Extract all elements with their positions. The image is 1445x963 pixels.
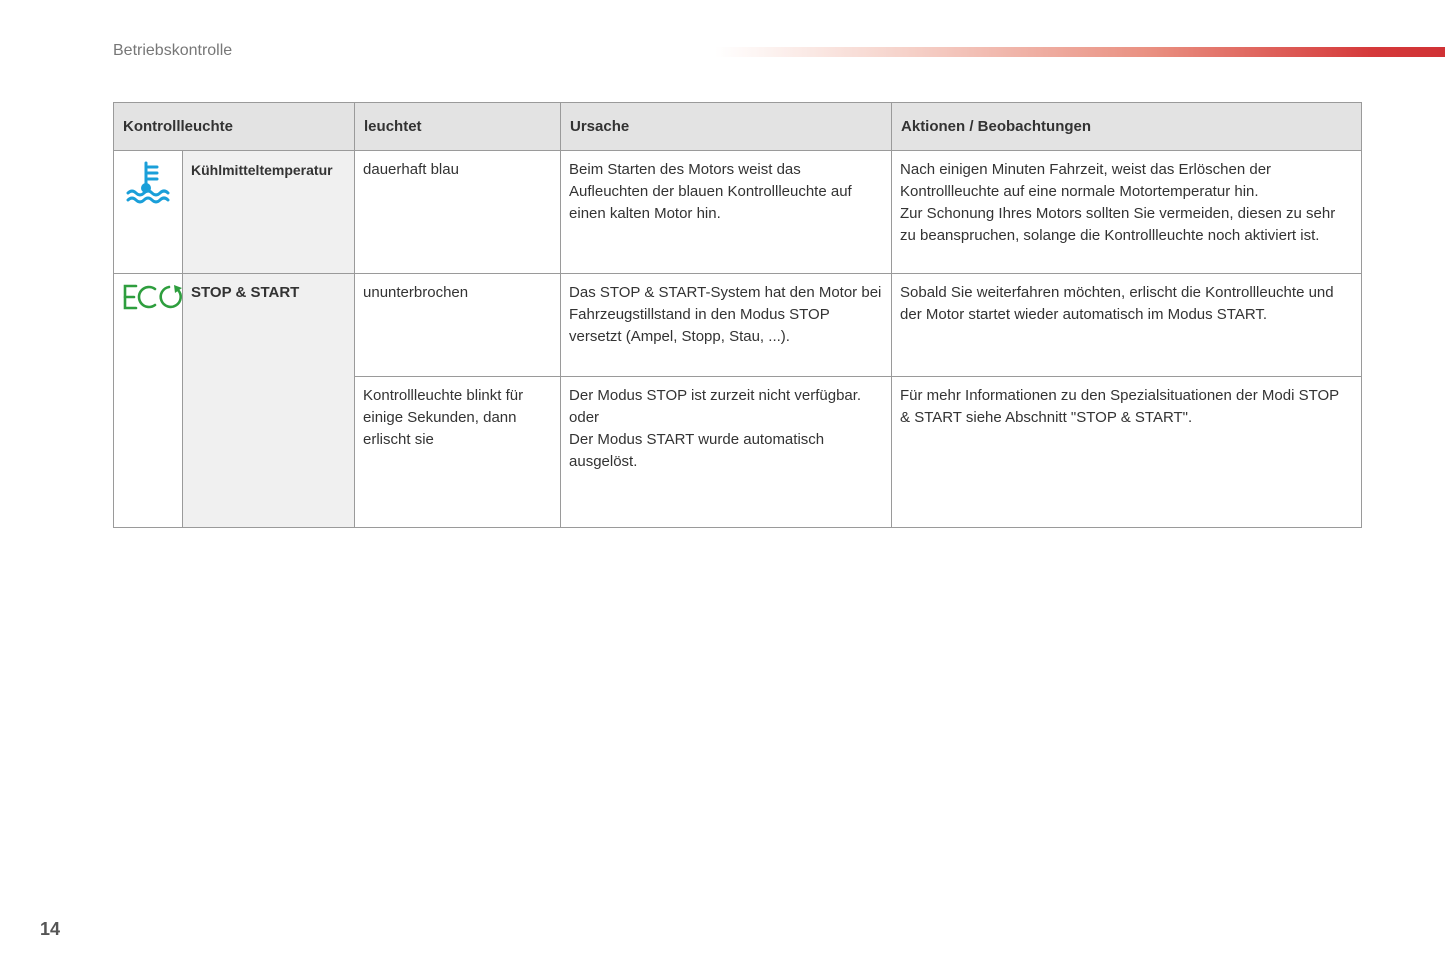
action-text: Sobald Sie weiterfahren möchten, erlischt die Kontrollleuchte und der Motor startet wieder automatisch im Modus START. — [900, 284, 1334, 323]
state-cell: ununterbrochen — [355, 274, 561, 377]
actions-cell — [892, 377, 1362, 528]
cause-cell — [561, 377, 892, 528]
page-number: 14 — [40, 919, 61, 939]
warning-light-name: STOP & START — [183, 274, 355, 528]
action-text: Nach einigen Minuten Fahrzeit, weist das Erlöschen der Kontrollleuchte auf eine normale Motortemperatur hin. — [900, 161, 1272, 200]
eco-icon — [114, 274, 183, 528]
state-cell: Kontrollleuchte blinkt für einige Sekunden, dann erlischt sie — [355, 377, 561, 528]
section-title: Betriebskontrolle — [113, 42, 233, 59]
action-text: Für mehr Informationen zu den Spezialsituationen der Modi STOP & START siehe Abschnitt "STOP & START". — [900, 387, 1339, 426]
table-header-row — [114, 103, 1362, 151]
cause-text: Der Modus STOP ist zurzeit nicht verfügbar. — [569, 387, 862, 404]
action-text: Zur Schonung Ihres Motors sollten Sie vermeiden, diesen zu sehr zu beanspruchen, solange die Kontrollleuchte noch aktiviert ist. — [900, 205, 1336, 244]
column-header-ursache: Ursache — [561, 103, 892, 151]
table-row — [114, 274, 1362, 377]
cause-text: Der Modus START wurde automatisch ausgelöst. — [569, 431, 825, 470]
table-row — [114, 151, 1362, 274]
actions-cell — [892, 274, 1362, 377]
header-accent-bar — [715, 47, 1445, 57]
coolant-temperature-icon — [114, 151, 183, 274]
column-header-leuchtet: leuchtet — [355, 103, 561, 151]
column-header-aktionen: Aktionen / Beobachtungen — [892, 103, 1362, 151]
cause-cell: Beim Starten des Motors weist das Aufleuchten der blauen Kontrollleuchte auf einen kalten Motor hin. — [561, 151, 892, 274]
actions-cell — [892, 151, 1362, 274]
cause-text: oder — [569, 409, 600, 426]
cause-cell: Das STOP & START-System hat den Motor bei Fahrzeugstillstand in den Modus STOP versetzt (Ampel, Stopp, Stau, ...). — [561, 274, 892, 377]
warning-light-name: Kühlmitteltemperatur — [183, 151, 355, 274]
column-header-kontrollleuchte: Kontrollleuchte — [114, 103, 355, 151]
warning-lights-table — [113, 102, 1362, 528]
state-cell: dauerhaft blau — [355, 151, 561, 274]
